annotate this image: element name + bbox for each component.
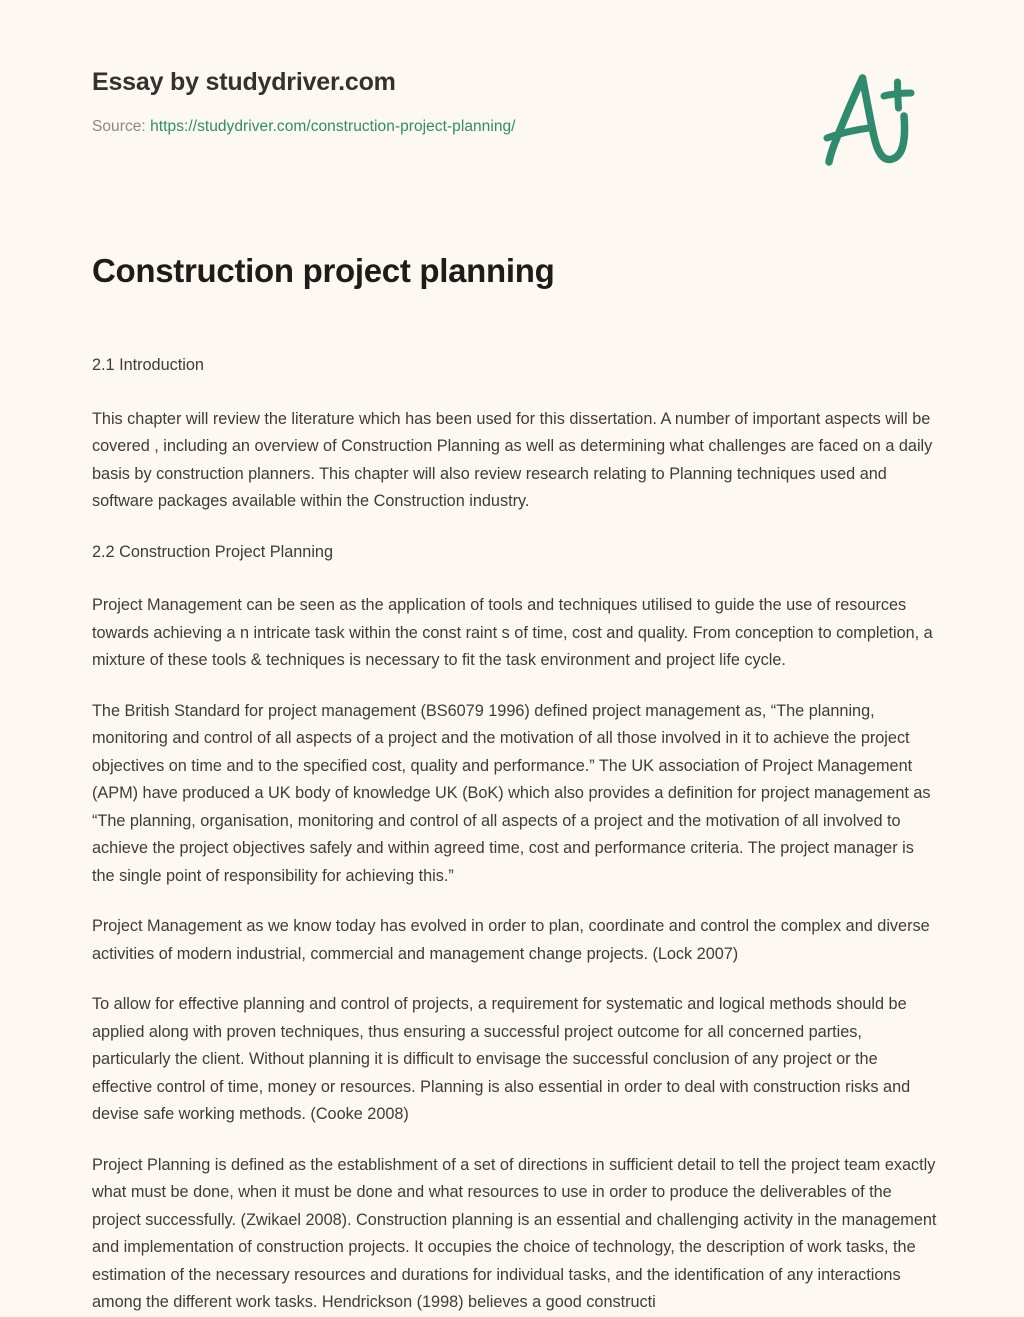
paragraph-lock-2007: Project Management as we know today has evolved in order to plan, coordinate and control the complex and diverse activities of modern industrial, commercial and management change projects. (Lock 2007)	[92, 917, 930, 963]
header-text-block	[92, 66, 516, 137]
section-heading-2-2: 2.2 Construction Project Planning	[92, 542, 333, 561]
source-line	[92, 98, 516, 137]
paragraph-project-management-definition: Project Management can be seen as the application of tools and techniques utilised to guide the use of resources towards achieving a n intricate task within the const raint s of time, cost and quality. From conception to completion, a mixture of these tools & techniques is necessary to fit the task environment and project life cycle.	[92, 596, 933, 669]
source-label: Source:	[92, 118, 146, 135]
paragraph-cooke-2008: To allow for effective planning and control of projects, a requirement for systematic and logical methods should be applied along with proven techniques, thus ensuring a successful project outcome for all concerned parties, particularly the client. Without planning it is difficult to envisage the successful conclusion of any project or the effective control of time, money or resources. Planning is also essential in order to deal with construction risks and devise safe working methods. (Cooke 2008)	[92, 995, 911, 1123]
studydriver-a-plus-logo-icon	[812, 70, 924, 170]
page-title: Construction project planning	[92, 252, 555, 289]
source-url-link[interactable]: https://studydriver.com/construction-project-planning/	[150, 118, 516, 135]
paragraph-intro: This chapter will review the literature which has been used for this dissertation. A number of important aspects will be covered , including an overview of Construction Planning as well as determining what challenges are faced on a daily basis by construction planners. This chapter will also review research relating to Planning techniques used and software packages available within the Construction industry.	[92, 409, 933, 510]
paragraph-british-standard: The British Standard for project management (BS6079 1996) defined project management as, “The planning, monitoring and control of all aspects of a project and the motivation of all those involved in it to achieve the project objectives on time and to the specified cost, quality and performance.” The UK association of Project Management (APM) have produced a UK body of knowledge UK (BoK) which also provides a definition for project management as “The planning, organisation, monitoring and control of all aspects of a project and the motivation of all involved to achieve the project objectives safely and within agreed time, cost and performance criteria. The project manager is the single point of responsibility for achieving this.”	[92, 701, 931, 885]
paragraph-zwikael-2008: Project Planning is defined as the establishment of a set of directions in sufficient detail to tell the project team exactly what must be done, when it must be done and what resources to use in order to produce the deliverables of the project successfully. (Zwikael 2008). Construction planning is an essential and challenging activity in the management and implementation of construction projects. It occupies the choice of technology, the description of work tasks, the estimation of the necessary resources and durations for individual tasks, and the identification of any interactions among the different work tasks. Hendrickson (1998) believes a good constructi	[92, 1155, 937, 1311]
section-heading-2-1: 2.1 Introduction	[92, 356, 204, 374]
document-header	[0, 0, 1024, 200]
essay-byline: Essay by studydriver.com	[92, 68, 396, 96]
document-body	[92, 352, 937, 1317]
